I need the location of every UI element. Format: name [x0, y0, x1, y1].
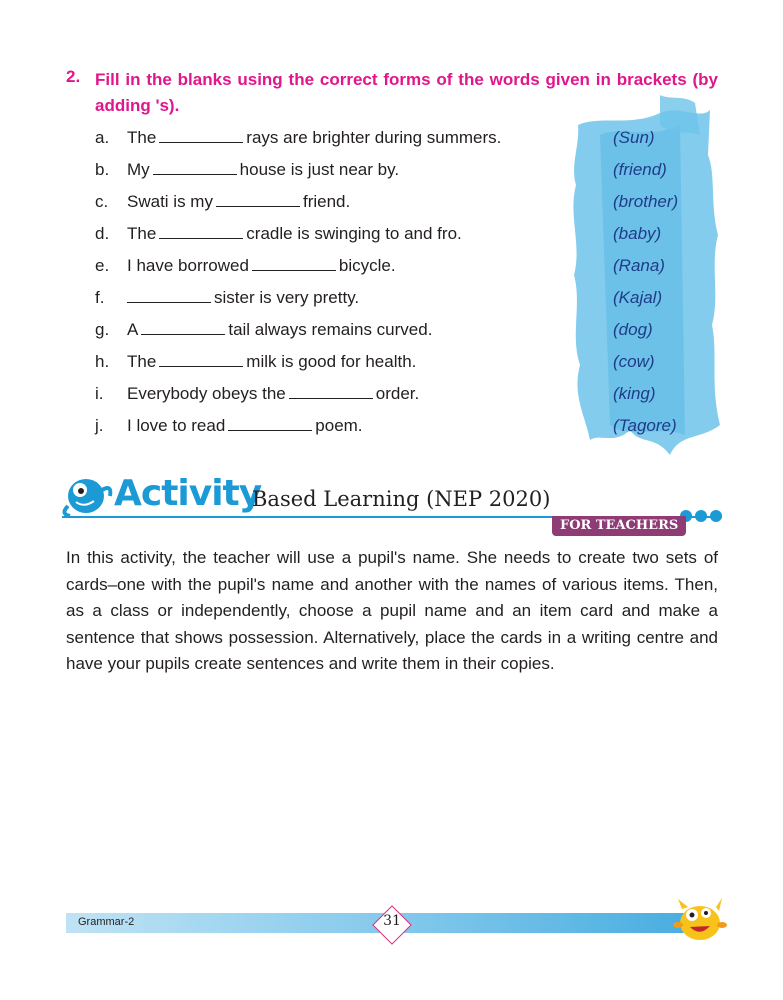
bracket-hint: (Sun) — [613, 128, 655, 147]
exercise-item — [95, 253, 695, 279]
answer-blank[interactable] — [216, 190, 300, 207]
decor-dot — [710, 510, 722, 522]
exercise-item — [95, 349, 695, 375]
for-teachers-tag: FOR TEACHERS — [552, 516, 686, 536]
sentence-after-blank: bicycle. — [338, 256, 396, 275]
item-sentence — [127, 157, 399, 183]
exercise-item — [95, 189, 695, 215]
activity-header — [62, 470, 722, 540]
sentence-after-blank: tail always remains curved. — [228, 320, 433, 339]
activity-title: Activity — [114, 473, 262, 514]
sentence-after-blank: house is just near by. — [239, 160, 400, 179]
item-sentence — [127, 189, 350, 215]
item-sentence — [127, 221, 462, 247]
bracket-hint: (Kajal) — [613, 288, 663, 307]
bracket-hint: (dog) — [613, 320, 653, 339]
sentence-before-blank: I have borrowed — [127, 256, 249, 275]
item-sentence — [127, 125, 501, 151]
bracket-hint: (king) — [613, 384, 656, 403]
question-instruction: Fill in the blanks using the correct forms of the words given in brackets (by adding 's). — [95, 70, 718, 115]
activity-subtitle: Based Learning (NEP 2020) — [252, 487, 551, 511]
sentence-after-blank: friend. — [302, 192, 351, 211]
exercise-item — [95, 221, 695, 247]
item-sentence — [127, 253, 396, 279]
answer-blank[interactable] — [159, 350, 243, 367]
sentence-after-blank: sister is very pretty. — [214, 288, 360, 307]
bracket-hint: (friend) — [613, 160, 667, 179]
item-letter: g. — [95, 320, 110, 339]
sentence-before-blank: My — [127, 160, 150, 179]
item-letter: i. — [95, 384, 104, 403]
sentence-after-blank: cradle is swinging to and fro. — [246, 224, 462, 243]
exercise-item — [95, 413, 695, 439]
bracket-hint: (Tagore) — [613, 416, 677, 435]
item-letter: f. — [95, 288, 105, 307]
sentence-after-blank: poem. — [315, 416, 363, 435]
question-number: 2. — [66, 67, 81, 86]
exercise-item — [95, 157, 695, 183]
sentence-after-blank: milk is good for health. — [246, 352, 417, 371]
answer-blank[interactable] — [228, 414, 312, 431]
sentence-before-blank: The — [127, 352, 157, 371]
sentence-after-blank: order. — [375, 384, 420, 403]
sentence-after-blank: rays are brighter during summers. — [246, 128, 502, 147]
item-letter: b. — [95, 160, 110, 179]
answer-blank[interactable] — [252, 254, 336, 271]
sentence-before-blank: Everybody obeys the — [127, 384, 286, 403]
yellow-monster-icon — [672, 895, 728, 943]
item-sentence — [127, 285, 359, 311]
item-letter: h. — [95, 352, 110, 371]
sentence-before-blank: Swati is my — [127, 192, 213, 211]
sentence-before-blank: The — [127, 128, 157, 147]
answer-blank[interactable] — [141, 318, 225, 335]
answer-blank[interactable] — [289, 382, 373, 399]
bracket-hint: (Rana) — [613, 256, 665, 275]
item-sentence — [127, 349, 416, 375]
activity-paragraph: In this activity, the teacher will use a pupil's name. She needs to create two sets of cards–one with the pupil's name and another with the names of various items. Then, as a class or independently, choose a pupil name and an item card and make a sentence that shows possession. Alternatively, place the cards in a writing centre and have your pupils create sentences and write them in their copies. — [66, 548, 718, 673]
monster-mascot-icon — [62, 470, 114, 520]
exercise-item — [95, 285, 695, 311]
exercise-item — [95, 381, 695, 407]
sentence-before-blank: I love to read — [127, 416, 226, 435]
footer-book-label: Grammar-2 — [78, 916, 135, 928]
answer-blank[interactable] — [159, 126, 243, 143]
exercise-item — [95, 317, 695, 343]
sentence-before-blank: A — [127, 320, 139, 339]
item-letter: j. — [95, 416, 104, 435]
answer-blank[interactable] — [127, 286, 211, 303]
bracket-hint: (cow) — [613, 352, 655, 371]
sentence-before-blank: The — [127, 224, 157, 243]
item-sentence — [127, 413, 363, 439]
answer-blank[interactable] — [153, 158, 237, 175]
answer-blank[interactable] — [159, 222, 243, 239]
item-letter: e. — [95, 256, 110, 275]
item-sentence — [127, 317, 432, 343]
exercise-item — [95, 125, 695, 151]
page-number: 31 — [383, 913, 401, 929]
bracket-hint: (baby) — [613, 224, 662, 243]
decor-dot — [695, 510, 707, 522]
item-letter: a. — [95, 128, 110, 147]
item-letter: d. — [95, 224, 110, 243]
item-letter: c. — [95, 192, 109, 211]
item-sentence — [127, 381, 419, 407]
bracket-hint: (brother) — [613, 192, 679, 211]
